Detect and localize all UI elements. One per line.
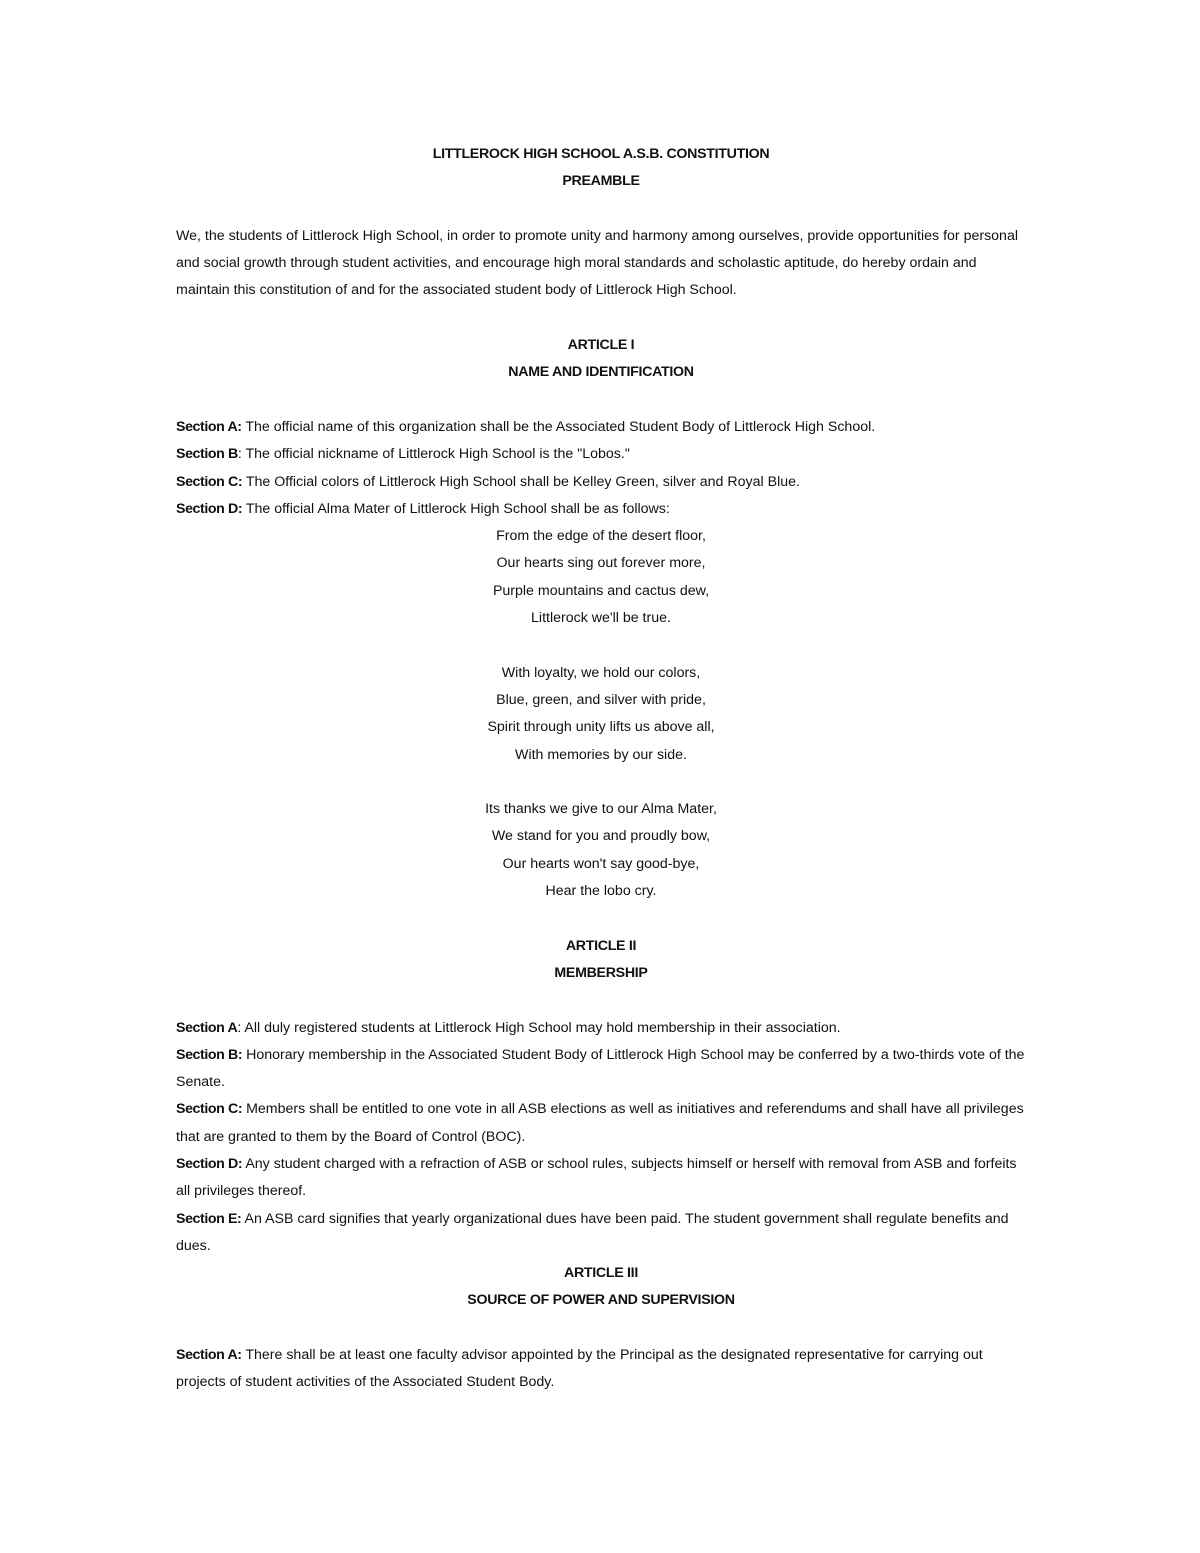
- article-2-section-d: [176, 1151, 1026, 1206]
- article-3-title: SOURCE OF POWER AND SUPERVISION: [467, 1292, 735, 1309]
- section-text: Honorary membership in the Associated Student Body of Littlerock High School may be conferred by a two-thirds vote of the Senate.: [176, 1046, 1025, 1091]
- spacer: [176, 632, 1026, 659]
- section-label: Section B: [176, 446, 238, 463]
- section-label: Section C:: [176, 1101, 243, 1118]
- section-text: The official Alma Mater of Littlerock High School shall be as follows:: [242, 500, 670, 517]
- poem-line: We stand for you and proudly bow,: [491, 828, 711, 845]
- article-1-number: ARTICLE I: [567, 337, 635, 354]
- section-label: Section D:: [176, 500, 243, 517]
- poem-line: Purple mountains and cactus dew,: [492, 582, 710, 599]
- article-3-number: ARTICLE III: [564, 1265, 638, 1282]
- section-text: The Official colors of Littlerock High School shall be Kelley Green, silver and Royal Blue.: [242, 473, 800, 490]
- article-1-section-c: [176, 469, 1026, 496]
- poem-line: Our hearts sing out forever more,: [496, 555, 706, 572]
- spacer: [176, 196, 1026, 223]
- poem-line: From the edge of the desert floor,: [496, 528, 706, 545]
- section-text: : All duly registered students at Littlerock High School may hold membership in their association.: [237, 1019, 841, 1036]
- document-page: [176, 141, 1026, 1397]
- article-1-section-d: [176, 496, 1026, 523]
- poem-line: Our hearts won't say good-bye,: [502, 855, 700, 872]
- section-label: Section A:: [176, 418, 242, 435]
- section-text: The official name of this organization shall be the Associated Student Body of Littlerock High School.: [241, 418, 876, 435]
- spacer: [176, 1315, 1026, 1342]
- article-2-title: MEMBERSHIP: [554, 964, 648, 981]
- document-title: LITTLEROCK HIGH SCHOOL A.S.B. CONSTITUTION: [432, 146, 770, 162]
- section-label: Section C:: [176, 473, 243, 490]
- article-1-title: NAME AND IDENTIFICATION: [508, 364, 694, 381]
- preamble-text: We, the students of Littlerock High School, in order to promote unity and harmony among ourselves, provide opportunities for personal and social growth through student activities, and encourage high moral standards and scholastic aptitude, do hereby ordain and maintain this constitution of and for the associated student body of Littlerock High School.: [176, 227, 1018, 299]
- article-2-section-c: [176, 1096, 1026, 1151]
- poem-line: Its thanks we give to our Alma Mater,: [485, 801, 717, 818]
- section-text: Members shall be entitled to one vote in all ASB elections as well as initiatives and referendums and shall have all privileges that are granted to them by the Board of Control (BOC).: [176, 1101, 1024, 1145]
- spacer: [176, 905, 1026, 932]
- alma-mater-poem: [176, 523, 1026, 905]
- spacer: [176, 769, 1026, 796]
- section-text: Any student charged with a refraction of ASB or school rules, subjects himself or herself with removal from ASB and forfeits all privileges thereof.: [176, 1155, 1017, 1200]
- spacer: [176, 305, 1026, 332]
- section-label: Section D:: [176, 1155, 243, 1172]
- poem-line: With memories by our side.: [515, 746, 687, 763]
- spacer: [176, 387, 1026, 414]
- poem-line: Spirit through unity lifts us above all,: [487, 719, 715, 736]
- section-text: An ASB card signifies that yearly organizational dues have been paid. The student government shall regulate benefits and dues.: [176, 1210, 1009, 1254]
- section-text: There shall be at least one faculty advisor appointed by the Principal as the designated representative for carrying out projects of student activities of the Associated Student Body.: [176, 1347, 983, 1391]
- article-2-section-a: [176, 1015, 1026, 1042]
- section-label: Section A:: [176, 1347, 242, 1364]
- spacer: [176, 987, 1026, 1014]
- article-1-section-a: [176, 414, 1026, 441]
- poem-line: Blue, green, and silver with pride,: [496, 691, 706, 708]
- section-label: Section A: [176, 1019, 238, 1036]
- article-3-section-a: [176, 1342, 1026, 1397]
- article-2-section-e: [176, 1206, 1026, 1261]
- section-label: Section B:: [176, 1046, 243, 1063]
- preamble-heading: PREAMBLE: [562, 173, 640, 190]
- article-2-number: ARTICLE II: [565, 937, 637, 954]
- poem-line: Hear the lobo cry.: [545, 883, 657, 900]
- section-label: Section E:: [176, 1210, 242, 1227]
- section-text: : The official nickname of Littlerock High School is the "Lobos.": [237, 446, 630, 463]
- poem-line: Littlerock we'll be true.: [531, 610, 671, 627]
- article-1-section-b: [176, 441, 1026, 468]
- poem-line: With loyalty, we hold our colors,: [501, 664, 701, 681]
- article-2-section-b: [176, 1042, 1026, 1097]
